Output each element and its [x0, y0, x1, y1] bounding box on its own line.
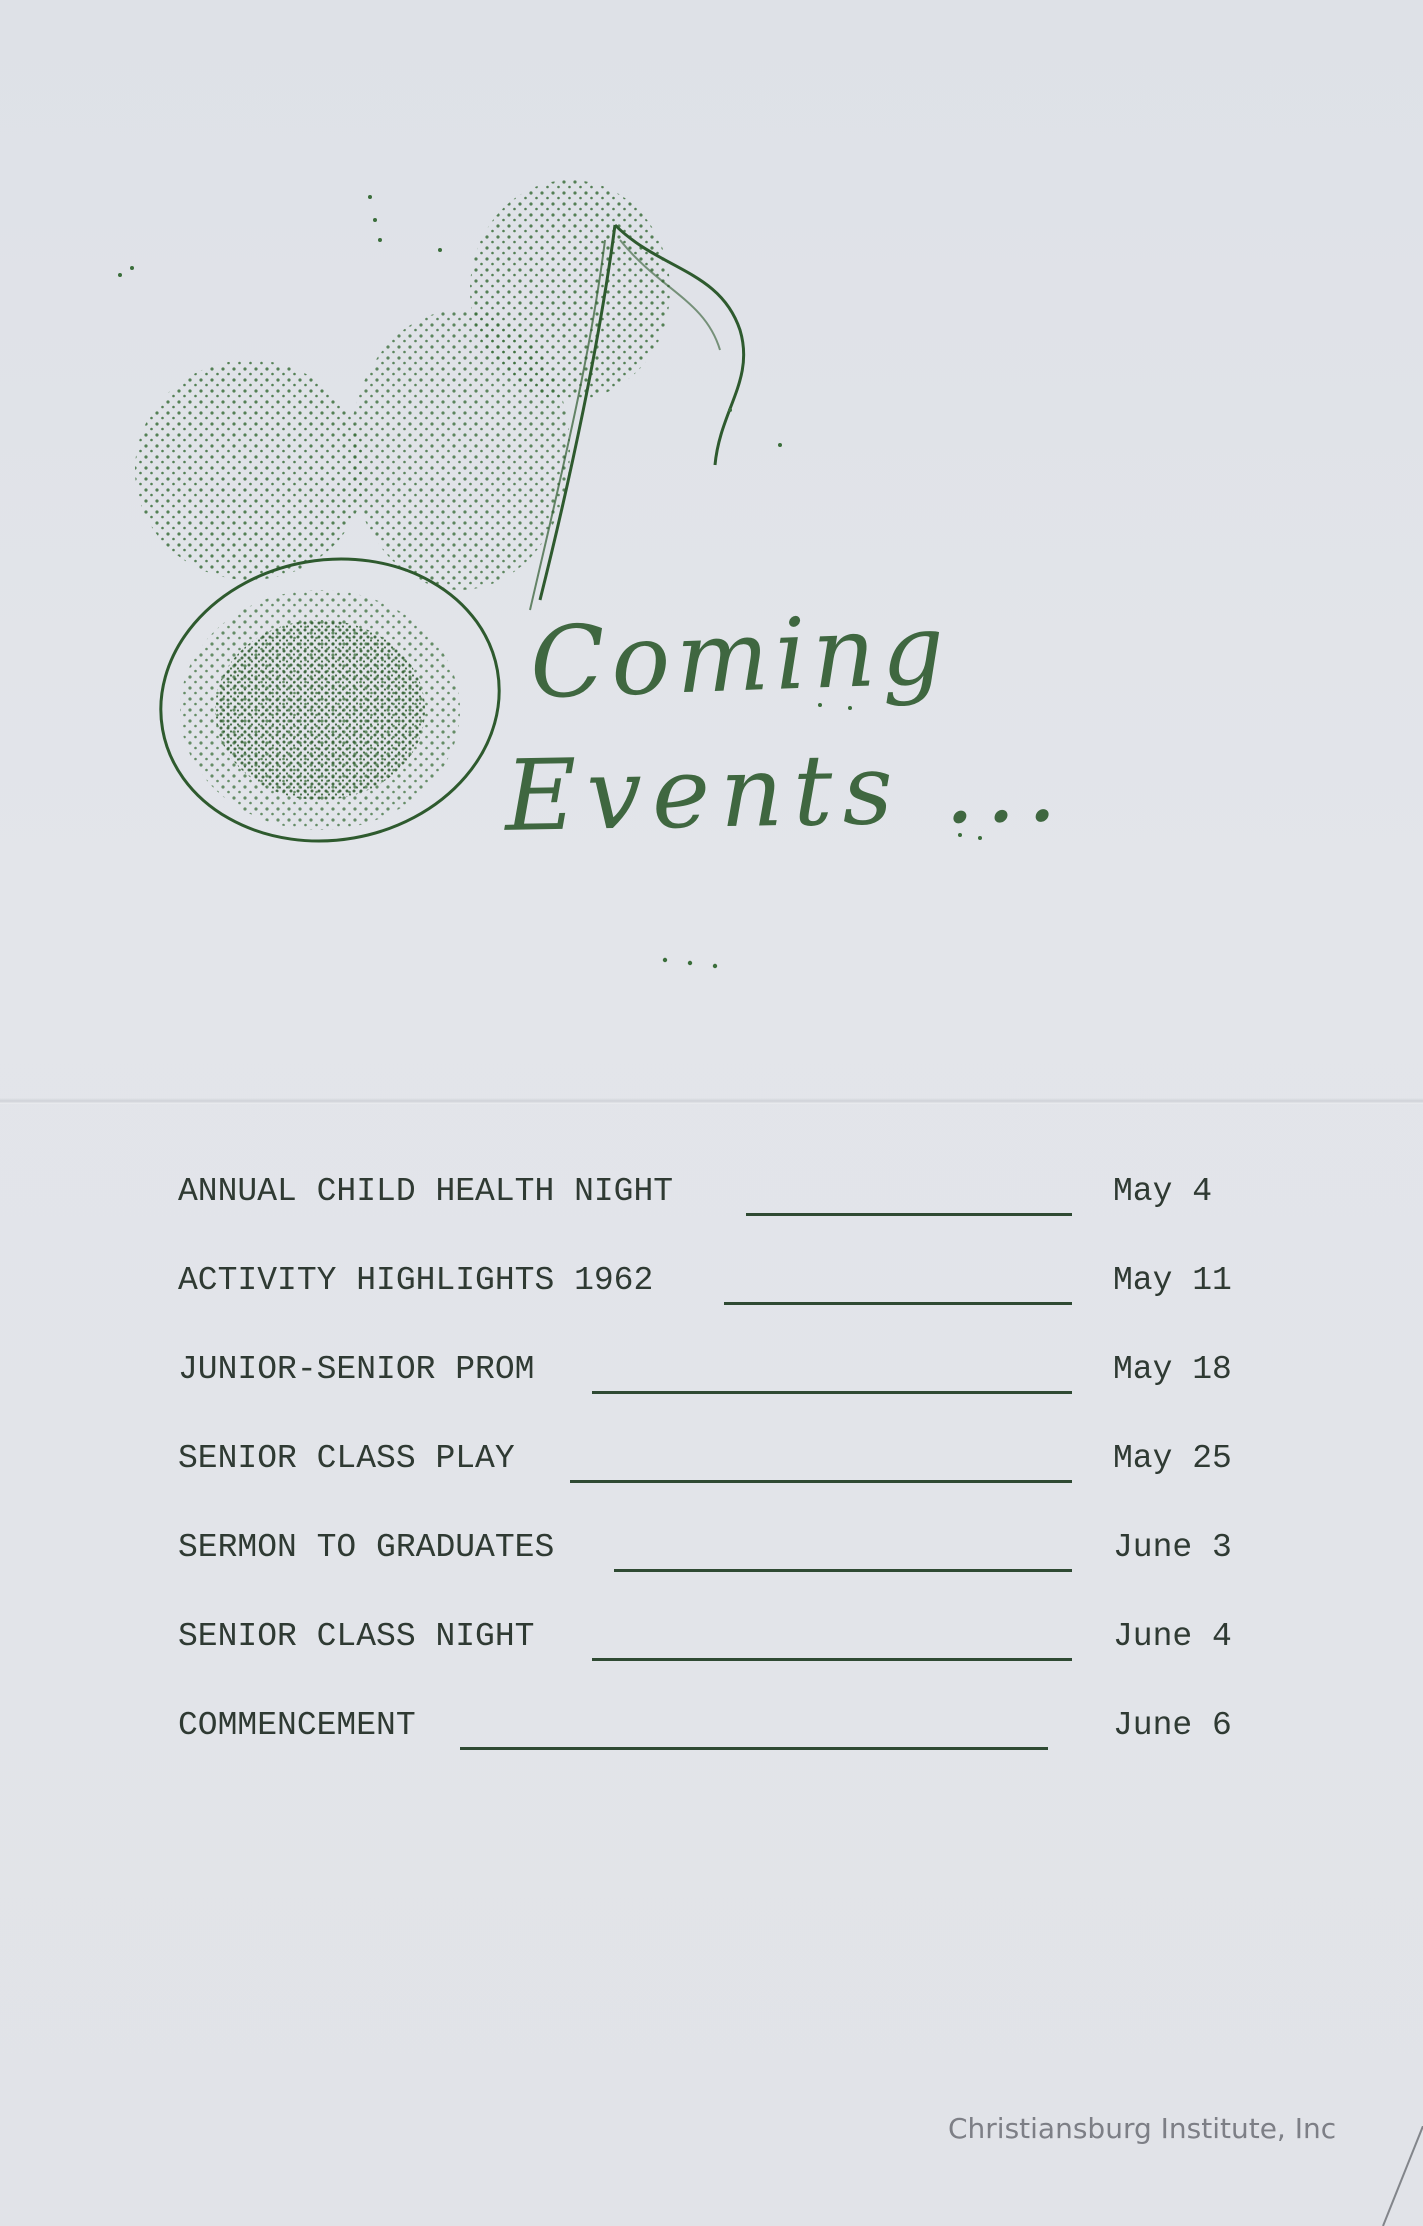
event-row [178, 1699, 1258, 1788]
event-name: SENIOR CLASS NIGHT [178, 1618, 535, 1655]
event-date: June 4 [1113, 1618, 1232, 1655]
event-date: May 18 [1113, 1351, 1232, 1388]
event-name: ANNUAL CHILD HEALTH NIGHT [178, 1173, 674, 1210]
heading-coming: Coming [528, 592, 952, 722]
event-row [178, 1521, 1258, 1610]
music-note-icon [100, 180, 1120, 980]
event-date: May 25 [1113, 1440, 1232, 1477]
leader-line [592, 1658, 1072, 1661]
events-list [178, 1165, 1258, 1788]
watermark-credit: Christiansburg Institute, Inc [948, 2112, 1337, 2145]
event-row [178, 1254, 1258, 1343]
paper-fold-crease [0, 1098, 1423, 1104]
event-date: May 4 [1113, 1173, 1213, 1210]
corner-crease [1363, 2126, 1423, 2226]
leader-line [724, 1302, 1072, 1305]
leader-line [614, 1569, 1072, 1572]
leader-line [592, 1391, 1072, 1394]
heading-events: Events ... [504, 730, 1069, 854]
event-date: May 11 [1113, 1262, 1232, 1299]
event-name: JUNIOR-SENIOR PROM [178, 1351, 535, 1388]
event-row [178, 1165, 1258, 1254]
event-date: June 3 [1113, 1529, 1232, 1566]
event-name: COMMENCEMENT [178, 1707, 416, 1744]
event-row [178, 1610, 1258, 1699]
event-row [178, 1343, 1258, 1432]
event-date: June 6 [1113, 1707, 1232, 1744]
leader-line [746, 1213, 1072, 1216]
event-name: SENIOR CLASS PLAY [178, 1440, 515, 1477]
event-name: ACTIVITY HIGHLIGHTS 1962 [178, 1262, 654, 1299]
leader-line [460, 1747, 1048, 1750]
event-row [178, 1432, 1258, 1521]
event-name: SERMON TO GRADUATES [178, 1529, 555, 1566]
leader-line [570, 1480, 1072, 1483]
